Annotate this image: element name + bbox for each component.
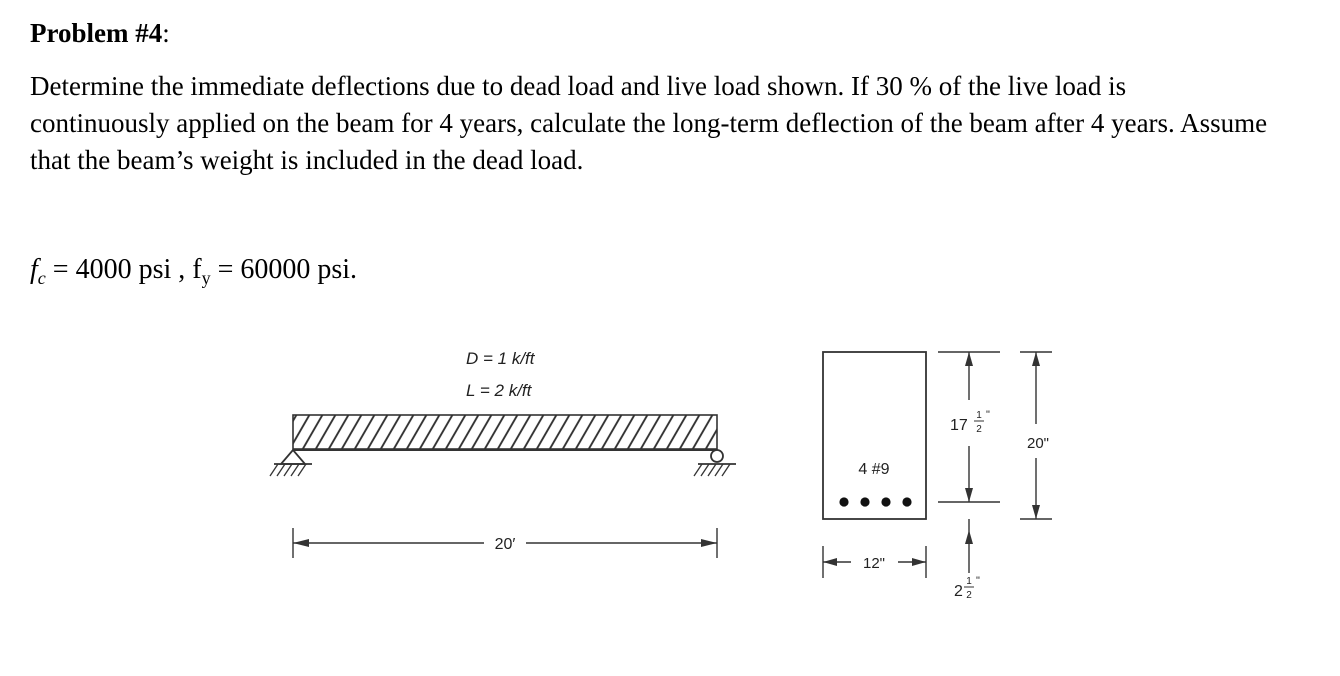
rebar-bar (902, 497, 911, 506)
live-load-label: L = 2 k/ft (466, 381, 532, 400)
problem-label: Problem #4 (30, 18, 163, 48)
cover-inch: " (976, 575, 980, 587)
cover-dimension (965, 519, 973, 573)
effective-depth-whole: 17 (950, 417, 968, 434)
rebar-group (839, 497, 911, 506)
problem-colon: : (162, 18, 170, 48)
rebar-bar (860, 497, 869, 506)
cover-whole: 2 (954, 583, 963, 600)
distributed-load-block (293, 415, 717, 449)
cover-frac-den: 2 (966, 590, 972, 601)
pin-support (270, 450, 312, 476)
width-label: 12" (862, 555, 886, 572)
beam-cross-section (823, 352, 926, 519)
effective-depth-frac-den: 2 (976, 424, 982, 435)
fc-value: = 4000 psi , (45, 254, 193, 285)
fy-value: = 60000 psi. (210, 254, 358, 285)
cover-frac-num: 1 (966, 576, 972, 587)
effective-depth-inch: " (986, 409, 990, 421)
height-label: 20" (1026, 435, 1050, 452)
fc-symbol: f (30, 254, 38, 285)
effective-depth-dimension (938, 352, 1000, 502)
rebar-bar (881, 497, 890, 506)
fc-subscript: c (37, 268, 46, 288)
rebar-bar (839, 497, 848, 506)
dead-load-label: D = 1 k/ft (466, 349, 535, 368)
rebar-label: 4 #9 (858, 461, 890, 478)
fy-symbol: f (192, 254, 202, 285)
effective-depth-frac-num: 1 (976, 410, 982, 421)
span-label: 20′ (494, 536, 516, 553)
roller-support (694, 450, 736, 476)
fy-subscript: y (201, 268, 211, 288)
problem-statement: Determine the immediate deflections due to dead load and live load shown. If 30 % of the live load is continuously applied on the beam for 4 years, calculate the long-term deflection of the beam after 4 years. Assume that the beam’s weight is included in the dead load. (30, 71, 1268, 175)
